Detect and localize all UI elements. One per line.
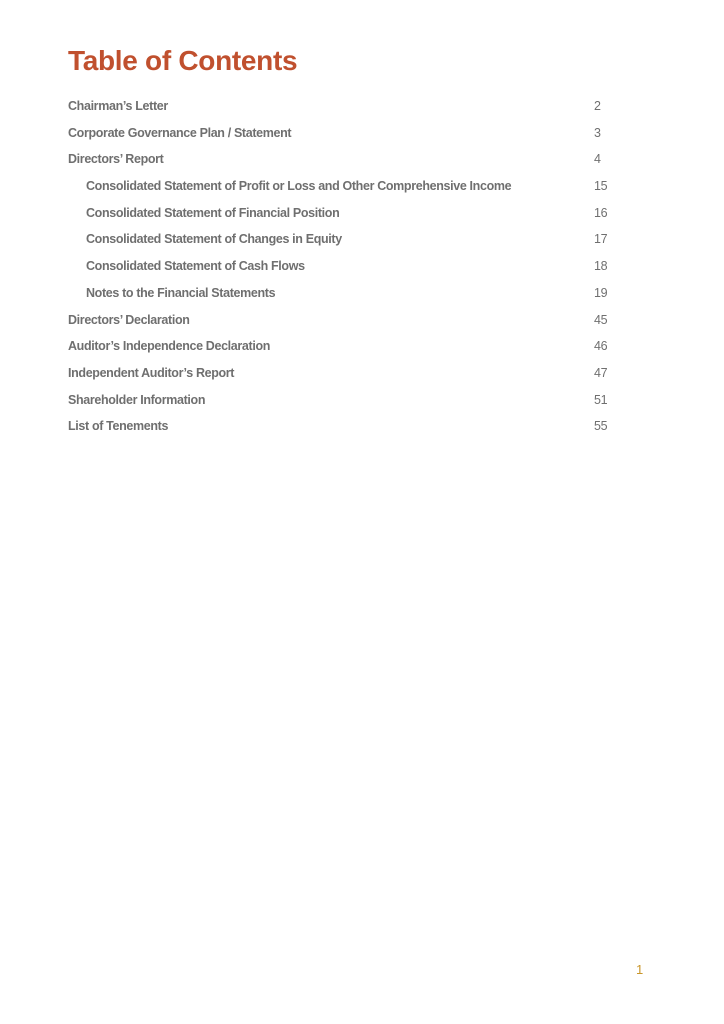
toc-entry-profit-or-loss[interactable] — [68, 174, 613, 201]
toc-entry-label: Independent Auditor’s Report — [68, 365, 235, 380]
toc-entry-page: 2 — [594, 99, 601, 113]
toc-entry-label: Chairman’s Letter — [68, 99, 168, 113]
toc-entry-page: 15 — [594, 179, 608, 194]
toc-entry-cash-flows[interactable] — [68, 254, 613, 281]
toc-entry-page: 47 — [594, 365, 608, 380]
toc-entry-label: List of Tenements — [68, 419, 169, 434]
toc-entry-label: Auditor’s Independence Declaration — [68, 339, 271, 354]
toc-entry-page: 45 — [594, 312, 608, 327]
toc-entry-label: Directors’ Report — [68, 152, 164, 167]
toc-entry-label: Consolidated Statement of Changes in Equity — [86, 232, 342, 247]
toc-list — [68, 94, 613, 441]
toc-entry-page: 51 — [594, 392, 608, 407]
toc-entry-label: Corporate Governance Plan / Statement — [68, 125, 292, 140]
toc-entry-label: Consolidated Statement of Cash Flows — [86, 259, 305, 274]
toc-entry-directors-report[interactable] — [68, 147, 613, 174]
toc-entry-auditors-independence[interactable] — [68, 334, 613, 361]
toc-entry-page: 3 — [594, 125, 601, 140]
toc-entry-label: Shareholder Information — [68, 392, 206, 407]
toc-entry-list-of-tenements[interactable] — [68, 414, 613, 441]
toc-entry-page: 17 — [594, 232, 608, 247]
page-number: 1 — [636, 962, 644, 977]
toc-entry-notes[interactable] — [68, 281, 613, 308]
toc-entry-page: 55 — [594, 419, 608, 434]
toc-entry-financial-position[interactable] — [68, 201, 613, 228]
toc-entry-label: Directors’ Declaration — [68, 312, 190, 327]
toc-entry-page: 18 — [594, 259, 608, 274]
toc-entry-corporate-governance[interactable] — [68, 121, 613, 148]
toc-entry-independent-auditors-report[interactable] — [68, 361, 613, 388]
toc-entry-directors-declaration[interactable] — [68, 308, 613, 335]
toc-entry-page: 19 — [594, 285, 608, 300]
toc-entry-chairmans-letter[interactable] — [68, 94, 613, 121]
toc-entry-label: Consolidated Statement of Profit or Loss and Other Comprehensive Income — [86, 179, 512, 194]
toc-entry-label: Notes to the Financial Statements — [86, 285, 276, 300]
page-title: Table of Contents — [68, 45, 298, 76]
toc-entry-shareholder-information[interactable] — [68, 388, 613, 415]
toc-entry-page: 46 — [594, 339, 608, 354]
toc-entry-changes-in-equity[interactable] — [68, 227, 613, 254]
toc-entry-label: Consolidated Statement of Financial Position — [86, 205, 340, 220]
toc-entry-page: 4 — [594, 152, 601, 167]
toc-entry-page: 16 — [594, 205, 608, 220]
